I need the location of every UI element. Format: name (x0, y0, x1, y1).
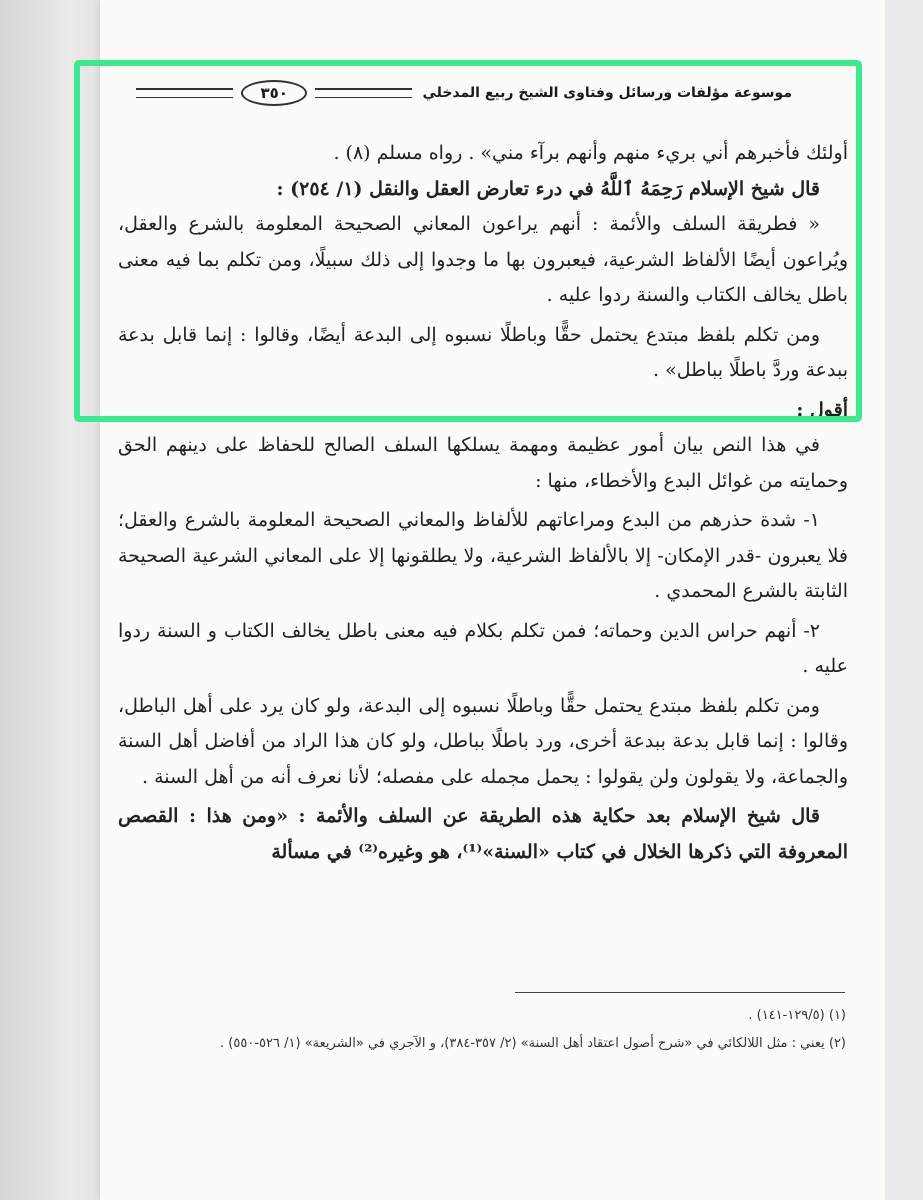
footnote: (٢) يعني : مثل اللالكائي في «شرح أصول اعتقاد أهل السنة» (٢/ ٣٥٧-٣٨٤)، و الآجري في «الشريعة» (١/ ٥٢٦-٥٥٠) . (220, 1036, 846, 1051)
numbered-point: ١- شدة حذرهم من البدع ومراعاتهم للألفاظ والمعاني الصحيحة المعلومة بالشرع والعقل؛ فلا يعبرون -قدر الإمكان- إلا بالألفاظ الشرعية، ولا يطلقونها إلا على المعاني الشرعية الصحيحة الثابتة بالشرع المحمدي . (118, 509, 848, 602)
footnote-divider (515, 992, 845, 993)
paragraph: أولئك فأخبرهم أني بريء منهم وأنهم برآء مني» . رواه مسلم (٨) . (333, 142, 848, 164)
paragraph: ومن تكلم بلفظ مبتدع يحتمل حقًّا وباطلًا نسبوه إلى البدعة، ولو كان يرد على أهل الباطل، وقالوا : إنما قابل بدعة ببدعة أخرى، ورد باطلًا بباطل، ولو كان هذا الراد من أفاضل أهل السنة والجماعة، ولا يقولون ولن يقولوا : يحمل مجمله على مفصله؛ لأنا نعرف أنه من أهل السنة . (118, 694, 848, 788)
paragraph: في هذا النص بيان أمور عظيمة ومهمة يسلكها السلف الصالح للحفاظ على دينهم الحق وحمايته من غوائل البدع والأخطاء، منها : (118, 434, 848, 492)
footnotes (118, 1002, 846, 1058)
header-title: موسوعة مؤلفات ورسائل وفتاوى الشيخ ربيع المدخلي (422, 85, 792, 101)
quote-paragraph: « فطريقة السلف والأئمة : أنهم يراعون المعاني الصحيحة المعلومة بالشرع والعقل، ويُراعون أيضًا الألفاظ الشرعية، فيعبرون بها ما وجدوا إلى ذلك سبيلًا، ومن تكلم بما فيه معنى باطل يخالف الكتاب والسنة ردوا عليه . (118, 213, 848, 306)
quote-paragraph: ومن تكلم بلفظ مبتدع يحتمل حقًّا وباطلًا نسبوه إلى البدعة أيضًا، وقالوا : إنما قابل بدعة ببدعة وردَّ باطلًا بباطل» . (118, 323, 848, 381)
quote-intro-heading: قال شيخ الإسلام رَحِمَهُ ٱللَّهُ في درء تعارض العقل والنقل (١/ ٢٥٤) : (276, 177, 820, 200)
highlight-box (74, 60, 862, 422)
paragraph: قال شيخ الإسلام بعد حكاية هذه الطريقة عن السلف والأئمة : «ومن هذا : القصص المعروفة التي ذكرها الخلال في كتاب «السنة»⁽¹⁾، هو وغيره⁽²⁾ في مسألة (118, 805, 848, 863)
numbered-point: ٢- أنهم حراس الدين وحماته؛ فمن تكلم بكلام فيه معنى باطل يخالف الكتاب و السنة ردوا عليه . (118, 619, 848, 677)
footnote: (١) (١٢٩/٥-١٤١) . (748, 1008, 846, 1023)
page-number: ٣٥٠ (241, 80, 307, 106)
section-heading: أقول : (796, 398, 848, 421)
